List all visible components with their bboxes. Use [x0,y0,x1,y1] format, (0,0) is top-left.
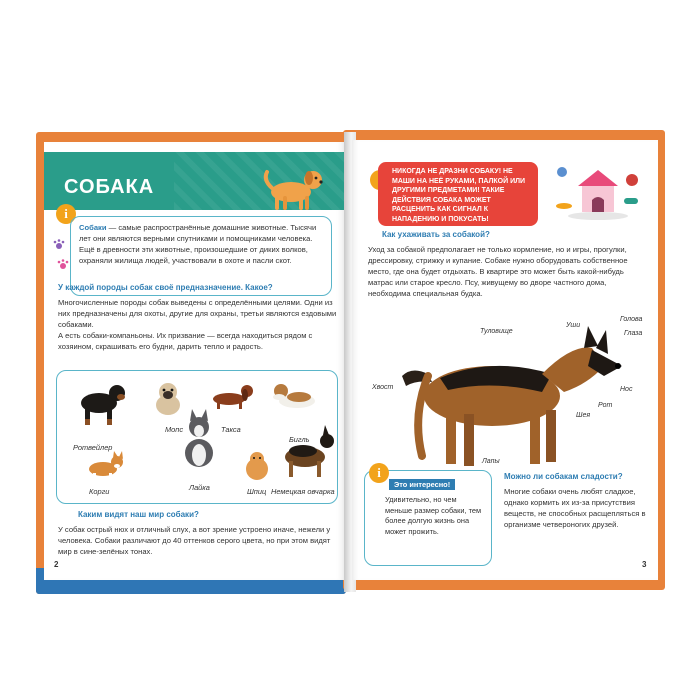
vision-paragraph: У собак острый нюх и отличный слух, а вот зрение устроено иначе, нежели у человека. Собаки различают до 40 оттенков серого цвета, но при этом видят мир в сине-зелёных тонах. [58,525,331,556]
title-band [44,152,344,210]
page-number-left: 2 [54,560,59,569]
label-head: Голова [620,316,643,323]
section-heading-vision: Каким видят наш мир собаки? [78,510,199,519]
left-page [44,142,344,580]
label-mouth: Рот [598,402,613,409]
corgi-image [83,451,127,481]
warning-box [378,162,538,226]
section-heading-breeds: У каждой породы собак своё предназначение. Какое? [58,283,273,292]
husky-image [177,407,221,469]
paw-prints-icon [52,238,70,278]
breed-label-husky: Лайка [189,483,210,492]
breed-label-german-shepherd: Немецкая овчарка [271,487,335,496]
warning-text: НИКОГДА НЕ ДРАЗНИ СОБАКУ! НЕ МАШИ НА НЕЁ РУКАМИ, ПАЛКОЙ ИЛИ ДРУГИМИ ПРЕДМЕТАМИ! ТАКИЕ ДЕЙСТВИЯ СОБАКА МОЖЕТ РАСЦЕНИТЬ КАК СИГНАЛ К НАПАДЕНИЮ И ПОКУСАТЬ! [392,168,526,223]
spitz-image [241,449,273,481]
breed-label-pug: Мопс [165,425,184,434]
intro-text: — самые распространённые домашние животные. Тысячи лет они являются верными спутниками и помощниками человека. Ещё в древности эти животные, произошедшие от диких волков, охраняли жилища людей, участвовали в охоте и пасли скот. [79,223,317,265]
fact-text: Удивительно, но чем меньше размер собаки, тем более долгую жизнь она может прожить. [385,495,482,536]
label-tail: Хвост [372,384,394,391]
rottweiler-image [71,379,129,427]
section-heading-sweets: Можно ли собакам сладости? [504,472,623,481]
care-paragraph: Уход за собакой предполагает не только кормление, но и игры, прогулки, дрессировку, стрижку и купание. Собаке нужно оборудовать собственное место, где она будет отдыхать. В квартире это может быть какой-нибудь матрас или старое кресло. Псу, живущему во дворе частного дома, необходима специальная будка. [368,245,628,298]
right-page [352,140,658,580]
label-nose: Нос [620,386,633,393]
breeds-paragraph-1: Многочисленные породы собак выведены с определёнными целями. Одни из них предназначены для охоты, другие для охраны, третьи являются ездовыми собаками. [58,298,337,329]
sweets-paragraph: Многие собаки очень любят сладкое, однако кормить их из-за присутствия веществ, не способных расщепляться в организме четвероногих друзей. [504,487,646,529]
fact-heading: Это интересно! [389,479,455,490]
breed-label-beagle: Бигль [289,435,310,444]
info-icon: i [56,204,76,224]
breed-label-dachshund: Такса [221,425,241,434]
label-paws: Лапы [482,458,500,465]
breeds-gallery [56,370,338,504]
dog-kennel-illustration [548,162,648,228]
info-icon-fact: i [369,463,389,483]
page-number-right: 3 [642,560,647,569]
cartoon-dog-illustration [259,162,329,214]
intro-term: Собаки [79,223,107,232]
german-shepherd-small-image [279,423,337,481]
breeds-paragraph-2: А есть собаки-компаньоны. Их призвание — всегда находиться рядом с хозяином, скрашивать его будни, дарить тепло и радость. [58,331,313,351]
fact-box [364,465,492,566]
page-title: СОБАКА [64,176,155,198]
breed-label-corgi: Корги [89,487,110,496]
breed-label-rottweiler: Ротвейлер [73,443,113,452]
label-eyes: Глаза [624,330,643,337]
beagle-image [269,375,325,411]
german-shepherd-diagram-image [392,326,632,482]
breed-label-spitz: Шпиц [247,487,267,496]
label-neck: Шея [576,412,591,419]
section-heading-care: Как ухаживать за собакой? [382,230,490,239]
label-ears: Уши [566,322,581,329]
label-withers: Туловище [480,328,513,335]
